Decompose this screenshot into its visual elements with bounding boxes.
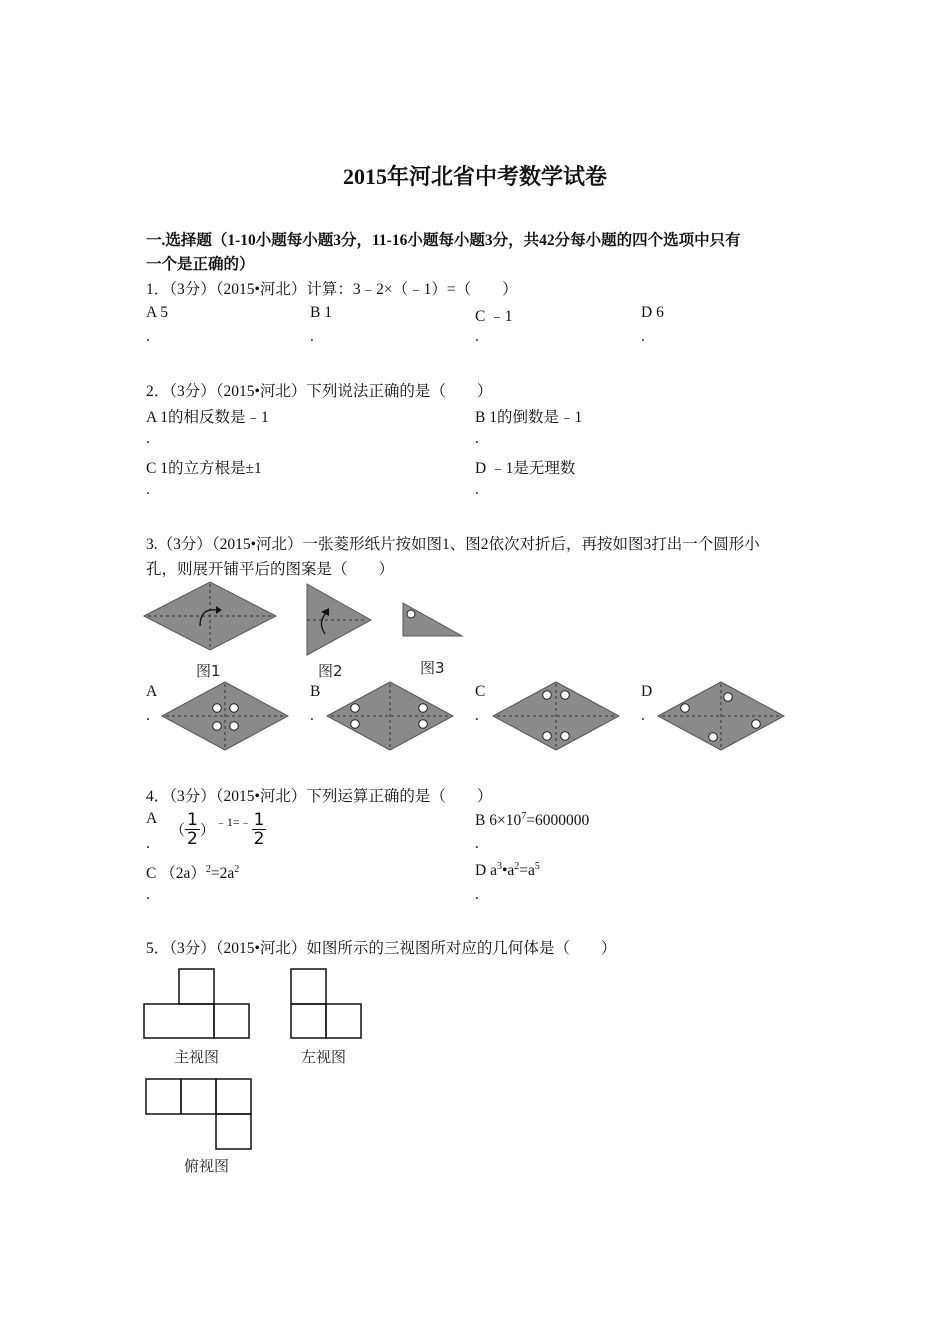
- exponent: 2: [205, 863, 211, 875]
- q2-option-b: B 1的倒数是﹣1: [475, 409, 583, 426]
- top-view-figure: [145, 1078, 255, 1152]
- fraction: [252, 811, 267, 848]
- fraction: [185, 811, 200, 848]
- q4-option-d-letter: D: [475, 862, 487, 880]
- q1-option-b: B 1: [310, 304, 332, 321]
- option-dot: .: [146, 481, 150, 498]
- option-dot: .: [475, 835, 479, 852]
- fig1-label: 图1: [196, 662, 221, 680]
- fraction-denominator: 2: [253, 829, 265, 849]
- q4-option-c-letter: C: [146, 865, 157, 882]
- q4-option-b: [475, 811, 589, 830]
- page-title: 2015年河北省中考数学试卷: [342, 164, 607, 189]
- q3-option-a-letter: A: [146, 683, 158, 700]
- q4-option-d-base: a: [490, 862, 497, 880]
- q4-option-b-base: 6×10: [489, 812, 522, 830]
- q3-option-a-figure: [161, 681, 289, 751]
- left-view-label: 左视图: [301, 1048, 347, 1066]
- q2-option-c: C 1的立方根是±1: [146, 460, 262, 477]
- q1-stem: 1．（3分）（2015•河北）计算：3﹣2×（﹣1）=（ ）: [146, 281, 518, 298]
- q5-stem: 5．（3分）（2015•河北）如图所示的三视图所对应的几何体是（ ）: [146, 940, 617, 957]
- exponent: 2: [234, 863, 240, 875]
- q4-option-c-result: =2a: [210, 865, 235, 882]
- fraction-numerator: 1: [187, 810, 198, 830]
- q4-option-b-result: =6000000: [526, 812, 590, 830]
- q3-option-d-figure: [657, 681, 785, 751]
- fig2-label: 图2: [318, 662, 343, 680]
- q4-option-d-result: =a: [519, 862, 535, 880]
- option-dot: .: [310, 328, 314, 345]
- front-view-figure: [143, 968, 251, 1040]
- q4-option-d-mid: •a: [501, 862, 515, 880]
- section-heading-line1: 一.选择题（1-10小题每小题3分，11-16小题每小题3分，共42分每小题的四个选项中只有: [146, 232, 741, 249]
- front-view-label: 主视图: [174, 1048, 220, 1066]
- exponent: 3: [496, 861, 502, 872]
- q4-stem: 4．（3分）（2015•河北）下列运算正确的是（ ）: [146, 788, 493, 805]
- exponent: 5: [534, 861, 540, 872]
- option-dot: .: [146, 886, 150, 903]
- q3-option-c-letter: C: [475, 683, 486, 700]
- option-dot: .: [475, 886, 479, 903]
- q2-option-a: A 1的相反数是﹣1: [146, 409, 269, 426]
- fraction-numerator: 1: [253, 810, 265, 830]
- section-heading-line2: 一个是正确的）: [146, 256, 255, 273]
- q2-stem: 2．（3分）（2015•河北）下列说法正确的是（ ）: [146, 383, 493, 400]
- option-dot: .: [146, 430, 150, 447]
- q4-option-c: [146, 861, 239, 883]
- q3-option-d-letter: D: [641, 683, 653, 700]
- q4-option-b-letter: B: [475, 812, 486, 830]
- q3-option-b-figure: [326, 681, 454, 751]
- fold-figure-3: [402, 602, 464, 638]
- exponent-equals: ﹣1=﹣: [214, 815, 252, 829]
- q3-option-c-figure: [492, 681, 620, 751]
- option-dot: .: [641, 328, 645, 345]
- q3-option-b-letter: B: [310, 683, 321, 700]
- fraction-denominator: 2: [187, 829, 198, 849]
- exponent: 2: [514, 861, 520, 872]
- top-view-label: 俯视图: [184, 1157, 230, 1175]
- q1-option-a: A 5: [146, 304, 168, 321]
- q1-option-d: D 6: [641, 304, 664, 321]
- q3-stem-line2: 孔，则展开铺平后的图案是（ ）: [146, 561, 395, 578]
- option-dot: .: [310, 707, 314, 724]
- option-dot: .: [146, 328, 150, 345]
- q4-option-d: [475, 861, 540, 880]
- option-dot: .: [641, 707, 645, 724]
- option-dot: .: [146, 835, 150, 852]
- option-dot: .: [475, 430, 479, 447]
- exponent: 7: [521, 811, 527, 822]
- option-dot: .: [146, 707, 150, 724]
- option-dot: .: [475, 707, 479, 724]
- q4-option-c-base: （2a）: [160, 865, 206, 882]
- option-dot: .: [475, 328, 479, 345]
- q4-option-a-expression: （ $\frac{1}{2}$ ）$^{﹣1=﹣}$ $\frac{1}{2}$: [170, 810, 265, 849]
- q1-option-c: C ﹣1: [475, 308, 513, 325]
- fig3-label: 图3: [420, 659, 445, 677]
- left-view-figure: [290, 968, 364, 1040]
- q3-stem-line1: 3.（3分）（2015•河北）一张菱形纸片按如图1、图2依次对折后，再按如图3打出一个圆形小: [146, 536, 760, 553]
- option-dot: .: [475, 481, 479, 498]
- fold-figure-2: [305, 582, 373, 657]
- q2-option-d: D ﹣1是无理数: [475, 460, 576, 477]
- q4-option-a-letter: A: [146, 810, 158, 827]
- fold-figure-1: [144, 582, 279, 654]
